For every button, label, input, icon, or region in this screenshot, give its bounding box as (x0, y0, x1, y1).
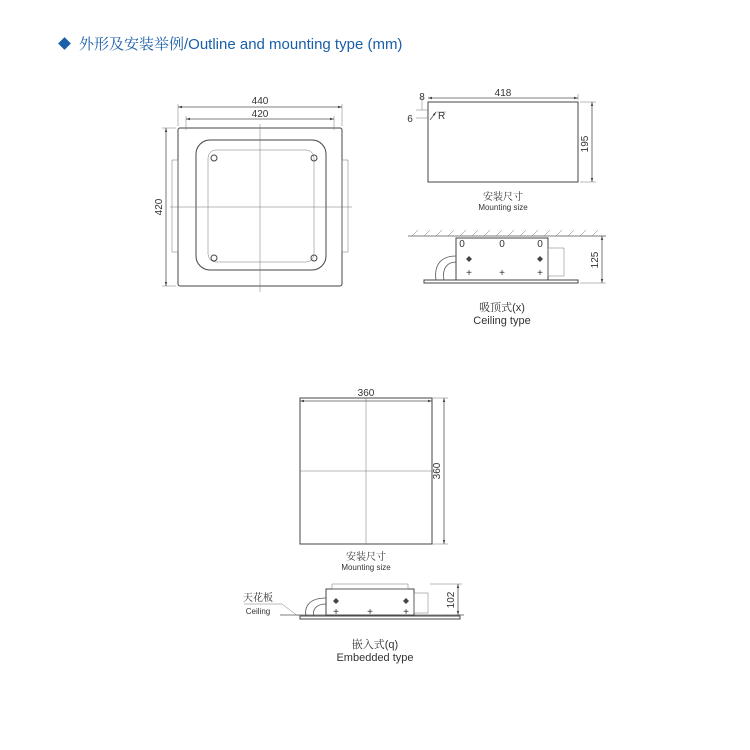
ceiling-label-en: Ceiling (245, 607, 271, 616)
svg-text:+: + (466, 268, 472, 279)
outline-view (154, 96, 352, 292)
svg-text:+: + (367, 607, 373, 618)
embedded-caption-en: Embedded type (336, 652, 414, 664)
left-flange (172, 160, 178, 252)
ceiling-side-block (548, 248, 564, 276)
dim-offset-y: 6 (407, 114, 413, 125)
ceiling-caption-cn: 吸顶式(x) (479, 302, 525, 314)
screw-tl-icon (211, 155, 217, 161)
svg-text:+: + (403, 607, 409, 618)
mounting-size-top (407, 88, 596, 212)
inner-panel (196, 140, 326, 270)
embedded-panel-plate (300, 616, 460, 619)
ceiling-hole-3: 0 (537, 239, 543, 250)
embedded-caption-cn: 嵌入式(q) (351, 639, 399, 651)
embedded-side-block (414, 593, 428, 613)
mounting-caption-cn-bottom: 安装尺寸 (346, 552, 386, 563)
mounting-caption-en-top: Mounting size (478, 203, 528, 212)
ceiling-hole-1: 0 (459, 239, 465, 250)
svg-text:+: + (499, 268, 505, 279)
dim-height: 420 (154, 198, 165, 216)
svg-text:+: + (333, 607, 339, 618)
dim-cutout-width: 360 (357, 388, 375, 399)
ceiling-type-view (408, 230, 606, 327)
screw-bl-icon (211, 255, 217, 261)
dim-mount-height: 195 (580, 135, 591, 153)
mounting-cutout-rect (428, 102, 578, 182)
screw-mark-icon (537, 256, 543, 262)
svg-text:+: + (537, 268, 543, 279)
cable-conduit (436, 256, 456, 280)
screw-mark-icon (403, 598, 409, 604)
inner-lens (208, 150, 314, 262)
section-title: 外形及安装举例/Outline and mounting type (mm) (79, 35, 403, 53)
mounting-caption-en-bottom: Mounting size (341, 563, 391, 572)
ceiling-hole-2: 0 (499, 239, 505, 250)
dim-ceiling-height: 125 (590, 251, 601, 269)
screw-mark-icon (466, 256, 472, 262)
embedded-type-view (243, 584, 464, 664)
dim-mount-width: 418 (494, 88, 512, 99)
radius-label: R (438, 111, 446, 122)
dim-cutout-height: 360 (432, 462, 443, 480)
dim-width-inner: 420 (251, 109, 269, 120)
mounting-caption-cn-top: 安装尺寸 (483, 192, 523, 203)
ceiling-panel-plate (424, 280, 578, 283)
embedded-top-cap (332, 584, 408, 589)
mounting-size-bottom (300, 388, 448, 572)
right-flange (342, 160, 348, 252)
dim-offset-x: 8 (419, 92, 425, 103)
ceiling-label-cn: 天花板 (243, 593, 273, 604)
dim-width-outer: 440 (251, 96, 269, 107)
screw-mark-icon (333, 598, 339, 604)
dim-embedded-height: 102 (446, 591, 457, 609)
ceiling-hatch (412, 230, 598, 236)
ceiling-caption-en: Ceiling type (473, 315, 531, 327)
